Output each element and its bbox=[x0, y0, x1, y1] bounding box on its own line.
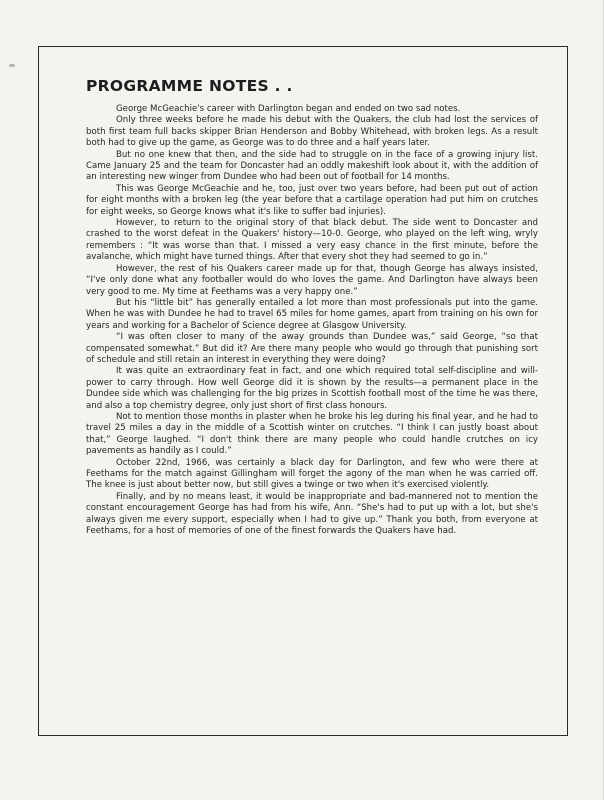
paragraph-1: George McGeachie's career with Darlington began and ended on two sad notes. bbox=[116, 104, 461, 114]
paragraph-8: “I was often closer to many of the away grounds than Dundee was,” said George, “so that compensated somewhat.” But did it? Are there many people who would go through that punishing sort of schedule and still retain an interest in everything they were doing? bbox=[86, 332, 538, 365]
paragraph-11: October 22nd, 1966, was certainly a black day for Darlington, and few who were there at Feethams for the match against Gillingham will forget the agony of the man when he was carried off. The knee is just about better now, but still gives a twinge or two when it's exercised violently. bbox=[86, 457, 538, 491]
page-title: PROGRAMME NOTES . . bbox=[86, 77, 293, 95]
paragraph-5: However, to return to the original story of that black debut. The side went to Doncaster and crashed to the worst defeat in the Quakers' history—10-0. George, who played on the left wing, wryly remembers : “It was worse than that. I missed a very easy chance in the first minute, before the avalanche, which might have turned things. After that every shot they had seemed to go in.” bbox=[86, 218, 538, 263]
paragraph-2: Only three weeks before he made his debut with the Quakers, the club had lost the services of both first team full backs skipper Brian Henderson and Bobby Whitehead, with broken legs. As a result both had to give up the game, as George was to do three and a half years later. bbox=[86, 115, 538, 149]
paragraph-10: Not to mention those months in plaster when he broke his leg during his final year, and he had to travel 25 miles a day in the middle of a Scottish winter on crutches. “I think I can justly boast about that,” George laughed. “I don't think there are many people who could handle crutches on icy pavements as handily as I could.” bbox=[86, 411, 538, 457]
paragraph-12: Finally, and by no means least, it would be inappropriate and bad-mannered not to mention the constant encouragement George has had from his wife, Ann. “She's had to put up with a lot, but she's always given me every support, especially when I had to give up.” Thank you both, from everyone at Feethams, for a host of memories of one of the finest forwards the Quakers have had. bbox=[86, 491, 538, 537]
paragraph-7: But his “little bit” has generally entailed a lot more than most professionals put into the game. When he was with Dundee he had to travel 65 miles for home games, apart from training on his own for years and working for a Bachelor of Science degree at Glasgow University. bbox=[86, 297, 538, 331]
punch-hole-mark bbox=[9, 64, 15, 67]
article-body bbox=[86, 104, 538, 537]
paragraph-3: But no one knew that then, and the side had to struggle on in the face of a growing injury list. Came January 25 and the team for Doncaster had an oddly makeshift look about it, with the addition of an interesting new winger from Dundee who had been out of football for 14 months. bbox=[86, 149, 538, 183]
paragraph-6: However, the rest of his Quakers career made up for that, though George has always insisted, “I've only done what any footballer would do who loves the game. And Darlington have always been very good to me. My time at Feethams was a very happy one.” bbox=[86, 263, 538, 297]
paragraph-4: This was George McGeachie and he, too, just over two years before, had been put out of action for eight months with a broken leg (the year before that a cartilage operation had put him on crutches for eight weeks, so George knows what it's like to suffer bad injuries). bbox=[86, 183, 538, 217]
paragraph-9: It was quite an extraordinary feat in fact, and one which required total self-discipline and will-power to carry through. How well George did it is shown by the results—a permanent place in the Dundee side which was challenging for the big prizes in Scottish football most of the time he was there, and also a top chemistry degree, only just short of first class honours. bbox=[86, 366, 538, 411]
